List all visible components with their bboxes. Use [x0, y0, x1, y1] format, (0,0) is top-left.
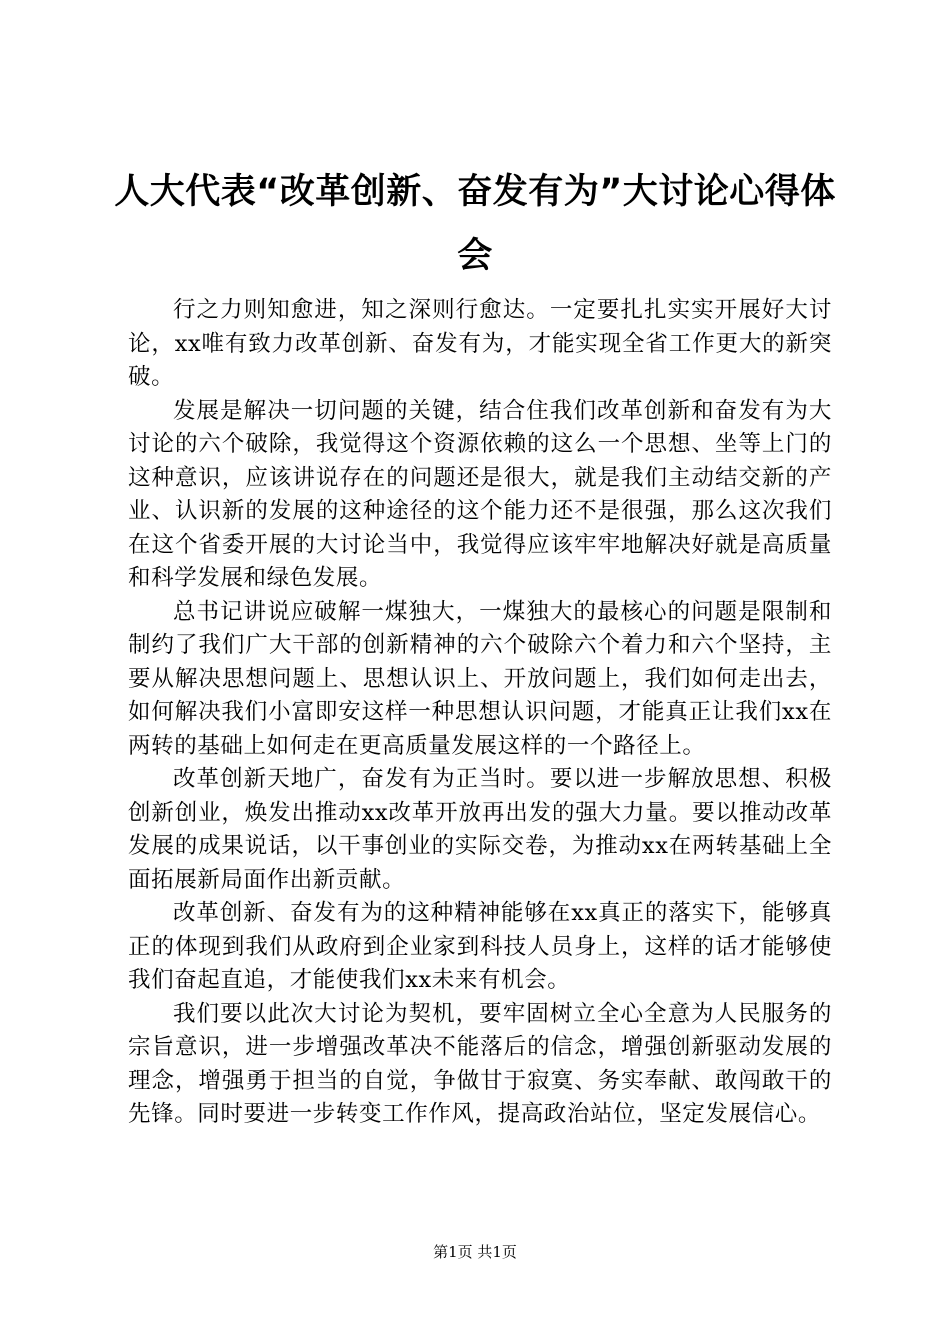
- paragraph: 总书记讲说应破解一煤独大，一煤独大的最核心的问题是限制和制约了我们广大干部的创新精神的六个破除六个着力和六个坚持，主要从解决思想问题上、思想认识上、开放问题上，我们如何走出去，如何解决我们小富即安这样一种思想认识问题，才能真正让我们xx在两转的基础上如何走在更高质量发展这样的一个路径上。: [128, 598, 832, 759]
- paragraph: 发展是解决一切问题的关键，结合住我们改革创新和奋发有为大讨论的六个破除，我觉得这个资源依赖的这么一个思想、坐等上门的这种意识，应该讲说存在的问题还是很大，就是我们主动结交新的产业、认识新的发展的这种途径的这个能力还不是很强，那么这次我们在这个省委开展的大讨论当中，我觉得应该牢牢地解决好就是高质量和科学发展和绿色发展。: [128, 397, 832, 591]
- paragraph: 改革创新、奋发有为的这种精神能够在xx真正的落实下，能够真正的体现到我们从政府到企业家到科技人员身上，这样的话才能够使我们奋起直追，才能使我们xx未来有机会。: [128, 900, 832, 993]
- document-body: [128, 294, 832, 1132]
- document-title: 人大代表“改革创新、奋发有为”大讨论心得体会: [114, 172, 836, 276]
- paragraph: 行之力则知愈进，知之深则行愈达。一定要扎扎实实开展好大讨论，xx唯有致力改革创新、奋发有为，才能实现全省工作更大的新突破。: [128, 297, 832, 390]
- page-footer: 第1页 共1页: [433, 1243, 517, 1261]
- paragraph: 我们要以此次大讨论为契机，要牢固树立全心全意为人民服务的宗旨意识，进一步增强改革决不能落后的信念，增强创新驱动发展的理念，增强勇于担当的自觉，争做甘于寂寞、务实奉献、敢闯敢干的先锋。同时要进一步转变工作作风，提高政治站位，坚定发展信心。: [128, 1000, 832, 1127]
- paragraph: 改革创新天地广，奋发有为正当时。要以进一步解放思想、积极创新创业，焕发出推动xx改革开放再出发的强大力量。要以推动改革发展的成果说话，以干事创业的实际交卷，为推动xx在两转基础上全面拓展新局面作出新贡献。: [128, 766, 832, 893]
